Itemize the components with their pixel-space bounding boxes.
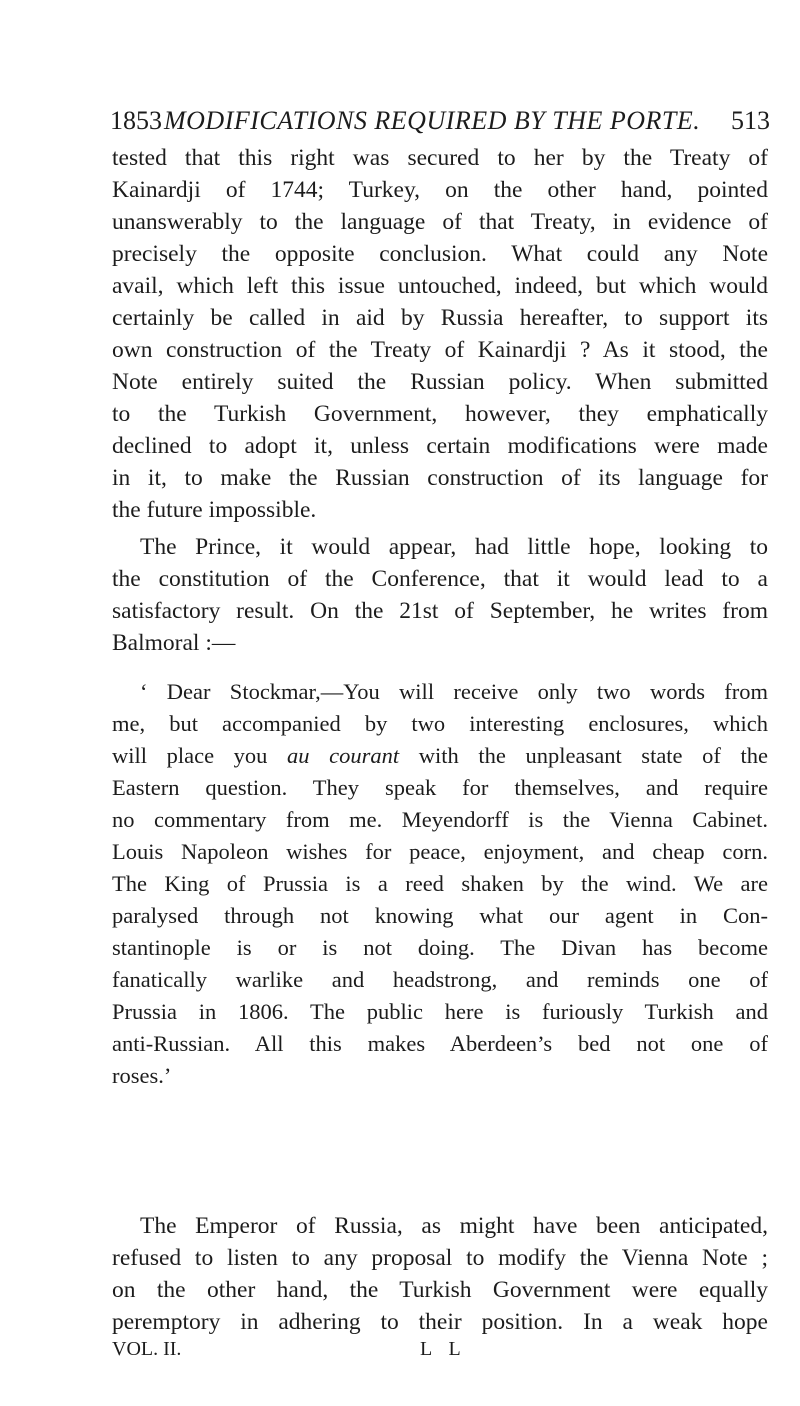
text-run: with the unpleasant state of the	[399, 743, 768, 768]
text-line: me, but accompanied by two interesting enclosures, which	[112, 711, 768, 736]
header-year: 1853	[110, 106, 162, 135]
text-line: roses.’	[112, 1063, 172, 1088]
text-line: stantinople is or is not doing. The Divan has become	[112, 935, 768, 960]
text-line: in it, to make the Russian construction of its language for	[112, 465, 768, 491]
text-line: no commentary from me. Meyendorff is the Vienna Cabinet.	[112, 807, 768, 832]
text-run: will place you	[112, 743, 288, 768]
text-line: on the other hand, the Turkish Government were equally	[112, 1277, 768, 1303]
text-line: paralysed through not knowing what our agent in Con-	[112, 903, 768, 928]
text-line: The King of Prussia is a reed shaken by the wind. We are	[112, 871, 768, 896]
text-line: Kainardji of 1744; Turkey, on the other hand, pointed	[112, 177, 768, 203]
text-line: satisfactory result. On the 21st of September, he writes from	[112, 598, 768, 624]
text-line: refused to listen to any proposal to modify the Vienna Note ;	[112, 1245, 768, 1271]
page-number: 513	[731, 106, 770, 135]
text-line: Note entirely suited the Russian policy. When submitted	[112, 369, 768, 395]
text-line: precisely the opposite conclusion. What could any Note	[112, 241, 768, 267]
text-line: peremptory in adhering to their position. In a weak hope	[112, 1309, 768, 1335]
signature-mark: L L	[420, 1338, 467, 1360]
text-line	[112, 740, 768, 772]
text-line: Louis Napoleon wishes for peace, enjoyment, and cheap corn.	[112, 839, 768, 864]
text-line: ‘ Dear Stockmar,—You will receive only two words from	[140, 679, 768, 704]
text-line: avail, which left this issue untouched, indeed, but which would	[112, 273, 768, 299]
text-line: the future impossible.	[112, 497, 317, 523]
text-line: Prussia in 1806. The public here is furiously Turkish and	[112, 999, 768, 1024]
text-line: The Prince, it would appear, had little hope, looking to	[140, 534, 768, 560]
running-title: MODIFICATIONS REQUIRED BY THE PORTE.	[164, 106, 701, 135]
text-line: declined to adopt it, unless certain modifications were made	[112, 433, 768, 459]
text-line: anti-Russian. All this makes Aberdeen’s bed not one of	[112, 1031, 768, 1056]
text-line: tested that this right was secured to her by the Treaty of	[112, 145, 768, 171]
text-line: unanswerably to the language of that Treaty, in evidence of	[112, 209, 768, 235]
text-line: own construction of the Treaty of Kainardji ? As it stood, the	[112, 337, 768, 363]
text-line: the constitution of the Conference, that it would lead to a	[112, 566, 768, 592]
text-line: fanatically warlike and headstrong, and reminds one of	[112, 967, 768, 992]
italic-phrase: au courant	[287, 743, 400, 768]
volume-marker: VOL. II.	[112, 1338, 182, 1360]
text-line: certainly be called in aid by Russia hereafter, to support its	[112, 305, 768, 331]
text-line: Balmoral :—	[112, 630, 236, 656]
text-line: The Emperor of Russia, as might have been anticipated,	[140, 1213, 768, 1239]
text-line: Eastern question. They speak for themselves, and require	[112, 775, 768, 800]
text-line: to the Turkish Government, however, they emphatically	[112, 401, 768, 427]
